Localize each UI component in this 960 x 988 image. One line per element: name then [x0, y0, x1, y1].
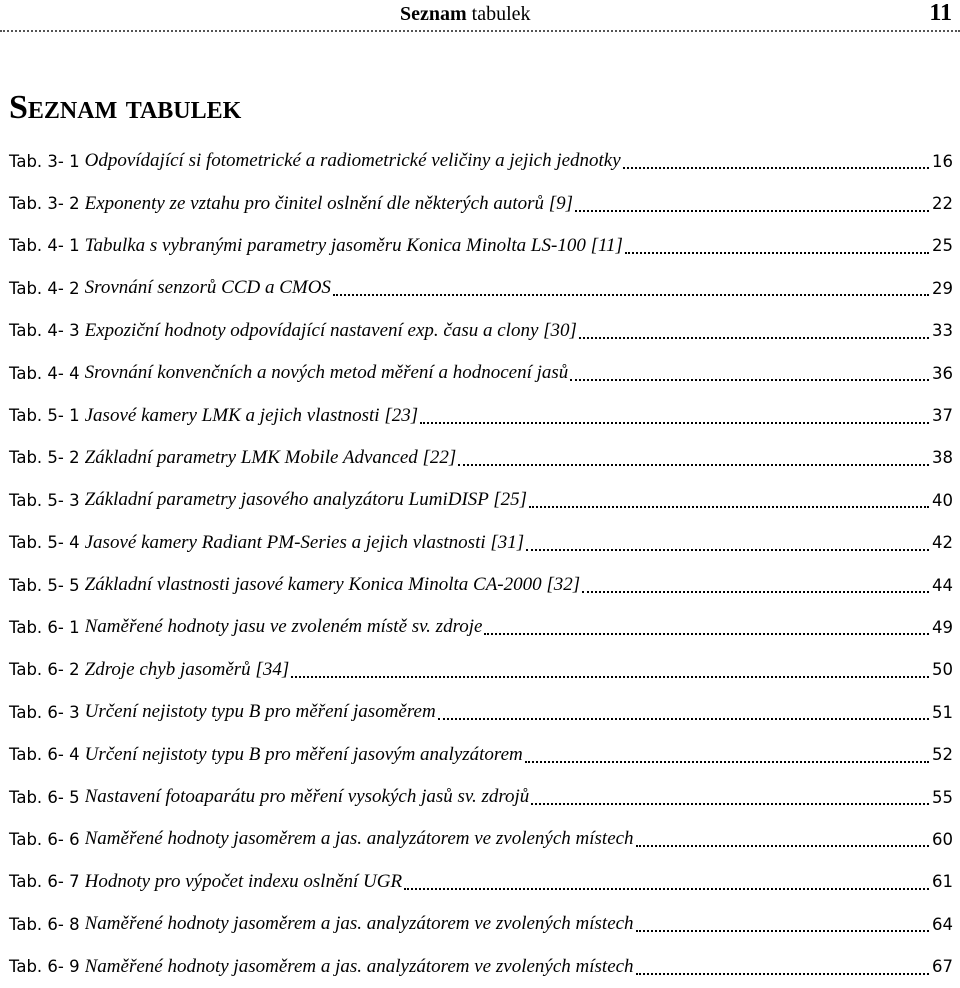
running-header — [0, 0, 960, 32]
running-header-title-bold: Seznam — [400, 3, 467, 25]
toc-entry[interactable] — [9, 903, 953, 945]
toc-dot-leader — [404, 874, 929, 890]
toc-entry-number: Tab. 3- 2 — [9, 194, 80, 214]
toc-entry-caption: Exponenty ze vztahu pro činitel oslnění dle některých autorů [9] — [84, 192, 574, 214]
toc-entry-caption: Naměřené hodnoty jasoměrem a jas. analyzátorem ve zvolených místech — [84, 828, 634, 850]
table-list — [9, 140, 953, 988]
toc-entry[interactable] — [9, 140, 953, 182]
toc-entry-number: Tab. 6- 8 — [9, 914, 80, 934]
toc-entry[interactable] — [9, 394, 953, 436]
toc-entry-number: Tab. 5- 2 — [9, 448, 80, 468]
toc-entry-page: 67 — [932, 957, 953, 977]
toc-entry-number: Tab. 3- 1 — [9, 151, 80, 171]
toc-entry-page: 49 — [932, 617, 953, 637]
toc-entry-caption: Základní parametry jasového analyzátoru LumiDISP [25] — [84, 489, 528, 511]
toc-entry-caption: Hodnoty pro výpočet indexu oslnění UGR — [84, 870, 403, 892]
toc-dot-leader — [575, 196, 929, 212]
toc-entry[interactable] — [9, 225, 953, 267]
toc-entry-caption: Naměřené hodnoty jasu ve zvoleném místě sv. zdroje — [84, 616, 483, 638]
toc-entry[interactable] — [9, 479, 953, 521]
toc-entry-caption: Srovnání senzorů CCD a CMOS — [84, 277, 331, 299]
toc-entry-page: 60 — [932, 829, 953, 849]
toc-dot-leader — [636, 831, 929, 847]
toc-dot-leader — [484, 619, 929, 635]
toc-dot-leader — [625, 238, 929, 254]
toc-dot-leader — [458, 450, 929, 466]
toc-entry-number: Tab. 6- 7 — [9, 872, 80, 892]
page-number: 11 — [929, 0, 952, 26]
toc-entry[interactable] — [9, 649, 953, 691]
toc-entry-page: 42 — [932, 533, 953, 553]
toc-entry-page: 44 — [932, 575, 953, 595]
toc-entry-caption: Odpovídající si fotometrické a radiometrické veličiny a jejich jednotky — [84, 150, 621, 172]
toc-dot-leader — [570, 365, 929, 381]
toc-entry-number: Tab. 4- 3 — [9, 321, 80, 341]
toc-entry[interactable] — [9, 818, 953, 860]
toc-entry-number: Tab. 4- 1 — [9, 236, 80, 256]
toc-entry[interactable] — [9, 861, 953, 903]
toc-entry-page: 25 — [932, 236, 953, 256]
toc-entry-page: 51 — [932, 702, 953, 722]
toc-dot-leader — [636, 959, 929, 975]
toc-entry[interactable] — [9, 564, 953, 606]
toc-entry-page: 16 — [932, 151, 953, 171]
toc-entry-page: 55 — [932, 787, 953, 807]
toc-entry-number: Tab. 6- 9 — [9, 957, 80, 977]
toc-entry-number: Tab. 5- 3 — [9, 490, 80, 510]
toc-entry[interactable] — [9, 945, 953, 987]
toc-entry-page: 29 — [932, 278, 953, 298]
running-header-title-rest: tabulek — [471, 3, 531, 25]
toc-entry-number: Tab. 5- 1 — [9, 406, 80, 426]
toc-entry[interactable] — [9, 776, 953, 818]
toc-entry-number: Tab. 4- 2 — [9, 278, 80, 298]
toc-entry[interactable] — [9, 267, 953, 309]
toc-dot-leader — [333, 280, 929, 296]
toc-entry-page: 38 — [932, 448, 953, 468]
toc-entry-page: 52 — [932, 745, 953, 765]
toc-entry-caption: Naměřené hodnoty jasoměrem a jas. analyzátorem ve zvolených místech — [84, 913, 634, 935]
toc-entry-caption: Základní parametry LMK Mobile Advanced [22] — [84, 446, 457, 468]
toc-dot-leader — [291, 662, 929, 678]
toc-entry-page: 61 — [932, 872, 953, 892]
toc-entry-page: 22 — [932, 194, 953, 214]
toc-dot-leader — [531, 789, 929, 805]
toc-entry-caption: Srovnání konvenčních a nových metod měření a hodnocení jasů — [84, 362, 569, 384]
toc-entry-page: 37 — [932, 406, 953, 426]
toc-entry-caption: Tabulka s vybranými parametry jasoměru Konica Minolta LS-100 [11] — [84, 234, 623, 256]
toc-dot-leader — [636, 916, 929, 932]
section-title: Seznam tabulek — [9, 89, 242, 126]
toc-entry-caption: Určení nejistoty typu B pro měření jasoměrem — [84, 701, 436, 723]
toc-entry-number: Tab. 6- 1 — [9, 617, 80, 637]
toc-entry[interactable] — [9, 733, 953, 775]
toc-dot-leader — [579, 323, 929, 339]
toc-entry-caption: Jasové kamery Radiant PM-Series a jejich vlastnosti [31] — [84, 531, 525, 553]
toc-entry-number: Tab. 5- 5 — [9, 575, 80, 595]
toc-entry-caption: Nastavení fotoaparátu pro měření vysokých jasů sv. zdrojů — [84, 786, 530, 808]
toc-entry-page: 50 — [932, 660, 953, 680]
toc-dot-leader — [525, 747, 929, 763]
toc-entry[interactable] — [9, 310, 953, 352]
toc-dot-leader — [438, 704, 929, 720]
toc-entry-page: 36 — [932, 363, 953, 383]
toc-entry[interactable] — [9, 437, 953, 479]
toc-entry-caption: Jasové kamery LMK a jejich vlastnosti [23] — [84, 404, 419, 426]
toc-entry-number: Tab. 5- 4 — [9, 533, 80, 553]
toc-entry-page: 64 — [932, 914, 953, 934]
toc-entry[interactable] — [9, 691, 953, 733]
toc-dot-leader — [582, 577, 929, 593]
toc-entry-number: Tab. 6- 6 — [9, 829, 80, 849]
toc-entry-caption: Naměřené hodnoty jasoměrem a jas. analyzátorem ve zvolených místech — [84, 955, 634, 977]
toc-entry[interactable] — [9, 182, 953, 224]
toc-entry-number: Tab. 4- 4 — [9, 363, 80, 383]
running-header-title — [400, 2, 531, 26]
toc-dot-leader — [526, 535, 929, 551]
toc-entry-number: Tab. 6- 5 — [9, 787, 80, 807]
toc-entry-page: 33 — [932, 321, 953, 341]
toc-dot-leader — [529, 492, 929, 508]
toc-entry-number: Tab. 6- 2 — [9, 660, 80, 680]
toc-entry-caption: Základní vlastnosti jasové kamery Konica Minolta CA-2000 [32] — [84, 574, 581, 596]
toc-entry-number: Tab. 6- 3 — [9, 702, 80, 722]
toc-dot-leader — [420, 408, 929, 424]
toc-dot-leader — [623, 153, 929, 169]
toc-entry[interactable] — [9, 606, 953, 648]
toc-entry-caption: Expoziční hodnoty odpovídající nastavení exp. času a clony [30] — [84, 319, 577, 341]
toc-entry-caption: Určení nejistoty typu B pro měření jasovým analyzátorem — [84, 743, 523, 765]
toc-entry[interactable] — [9, 352, 953, 394]
toc-entry-caption: Zdroje chyb jasoměrů [34] — [84, 658, 290, 680]
toc-entry[interactable] — [9, 522, 953, 564]
toc-entry-number: Tab. 6- 4 — [9, 745, 80, 765]
toc-entry-page: 40 — [932, 490, 953, 510]
